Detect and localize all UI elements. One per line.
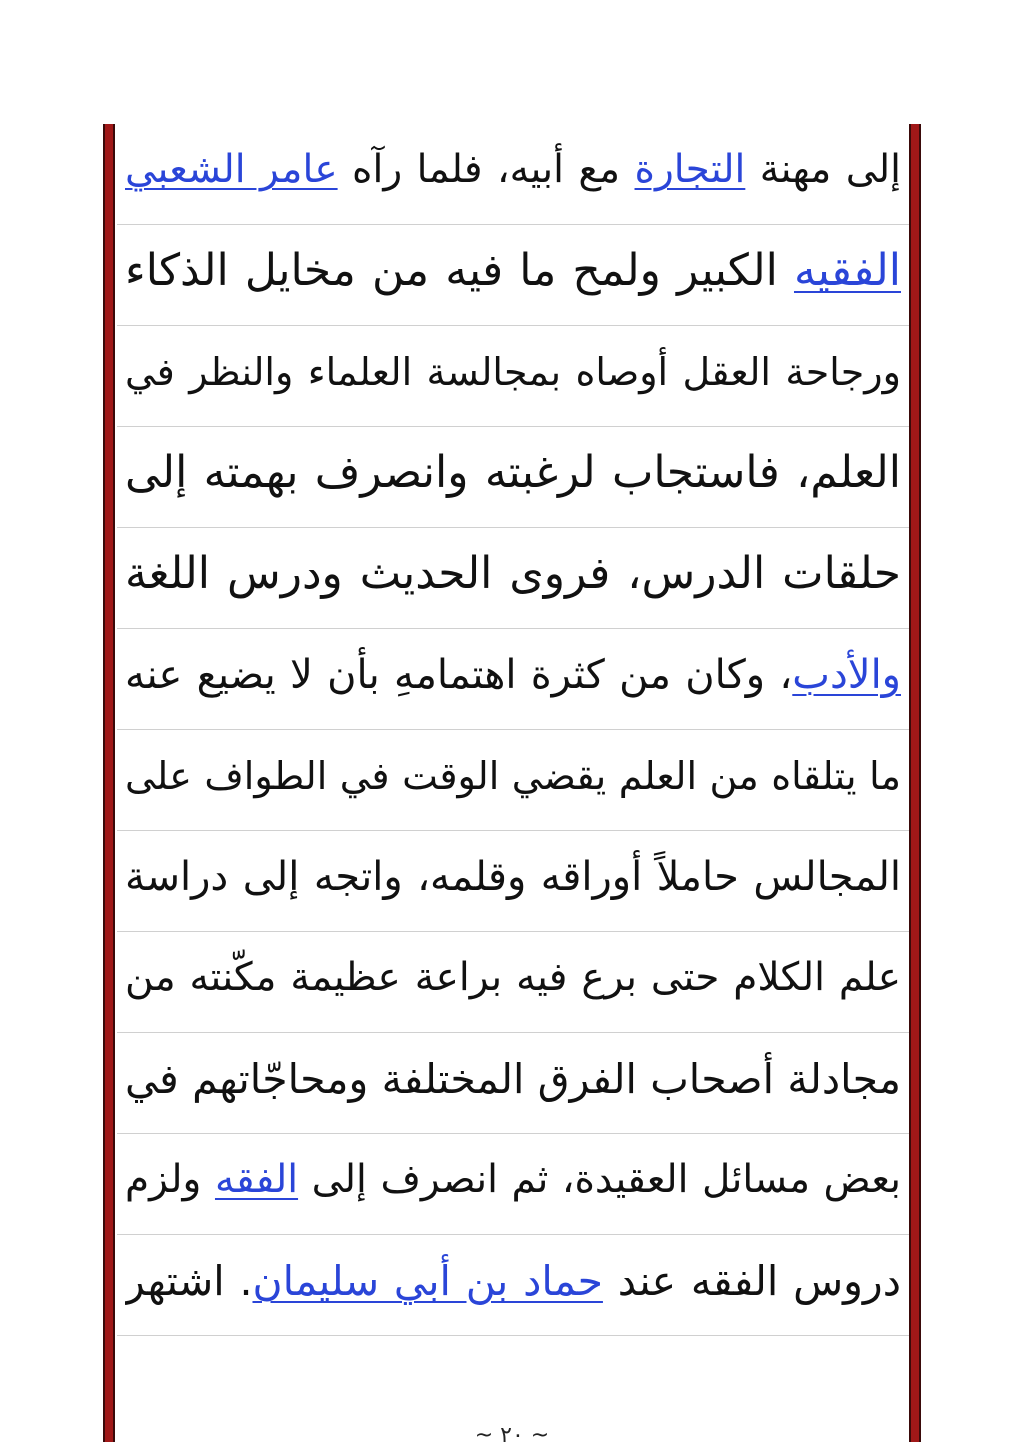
line-text [125,1144,901,1216]
line-text [125,134,901,206]
term-link[interactable]: والأدب [792,652,901,698]
text-line [117,730,909,831]
line-text [125,538,901,610]
line-text [125,1043,901,1115]
text-segment: ، وكان من كثرة اهتمامهِ بأن لا يضيع عنه [125,652,793,698]
left-frame-border [103,124,115,1442]
line-text [125,841,901,913]
text-segment: ما يتلقاه من العلم يقضي الوقت في الطواف على [125,754,901,798]
right-frame-border [909,124,921,1442]
text-line [117,124,909,225]
text-segment: مع أبيه، فلما رآه [337,147,635,192]
term-link[interactable]: الفقه [214,1157,299,1202]
text-segment: الكبير ولمح ما فيه من مخايل الذكاء [125,245,794,296]
text-line [117,1033,909,1134]
line-text [125,639,901,711]
line-text [125,942,901,1014]
text-segment: دروس الفقه عند [602,1257,901,1305]
text-segment: حلقات الدرس، فروى الحديث ودرس اللغة [125,548,901,599]
text-line [117,326,909,427]
term-link[interactable]: التجارة [634,147,746,192]
text-segment: بعض مسائل العقيدة، ثم انصرف إلى [298,1157,901,1202]
text-line [117,528,909,629]
page-number: ~ ٢٠ ~ [474,1423,550,1448]
line-text [125,437,901,509]
text-segment: . اشتهر [125,1257,253,1305]
term-link[interactable]: حماد بن أبي سليمان [252,1257,603,1305]
text-segment: علم الكلام حتى برع فيه براعة عظيمة مكّنته من [125,955,901,1000]
term-link[interactable]: الفقيه [793,245,901,296]
text-line [117,629,909,730]
text-line [117,225,909,326]
text-line [117,427,909,528]
text-line [117,1235,909,1336]
text-segment: العلم، فاستجاب لرغبته وانصرف بهمته إلى [125,447,901,498]
text-line [117,1134,909,1235]
line-text [125,235,901,307]
text-line [117,831,909,932]
text-segment: مجادلة أصحاب الفرق المختلفة ومحاجّاتهم في [125,1055,901,1103]
line-text [125,740,901,812]
text-segment: إلى مهنة [745,147,901,192]
term-link[interactable]: عامر الشعبي [125,147,338,192]
line-text [125,336,901,408]
line-text [125,1245,901,1317]
text-line [117,932,909,1033]
text-segment: المجالس حاملاً أوراقه وقلمه، واتجه إلى دراسة [125,854,901,900]
text-segment: ولزم [125,1157,215,1202]
text-segment: ورجاحة العقل أوصاه بمجالسة العلماء والنظر في [125,350,901,394]
